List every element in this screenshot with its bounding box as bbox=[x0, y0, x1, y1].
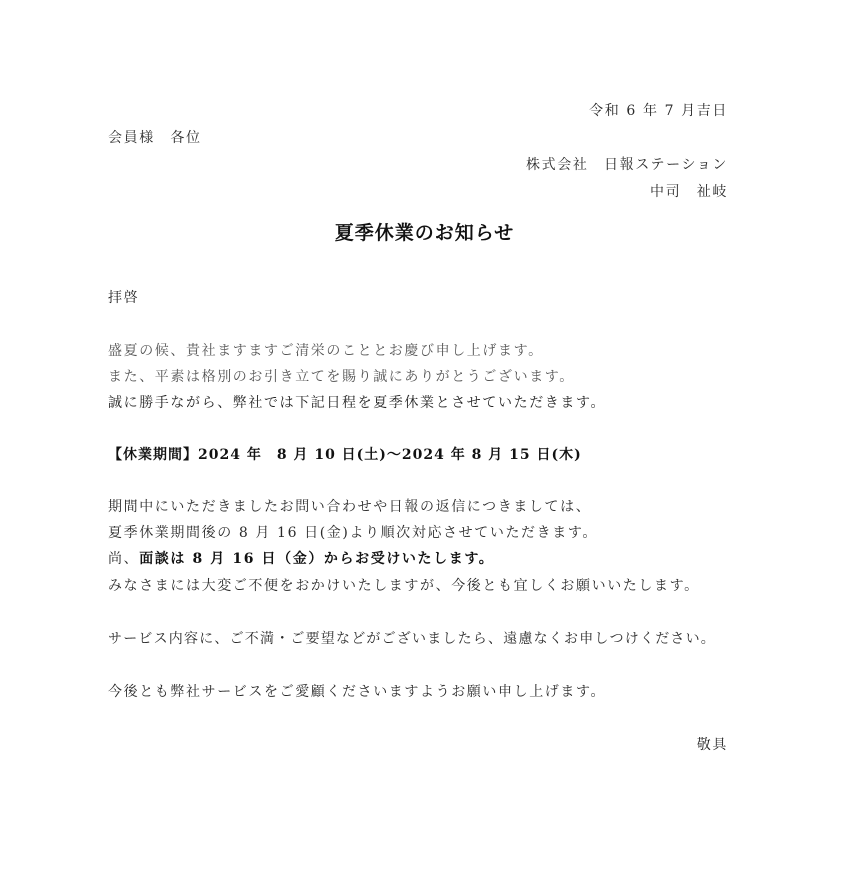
note-bold-text: 面談は 8 月 16 日（金）からお受けいたします。 bbox=[139, 551, 495, 567]
body-line: サービス内容に、ご不満・ご要望などがございましたら、遠慮なくお申しつけください。 bbox=[108, 631, 716, 647]
closing-word: 敬具 bbox=[696, 737, 728, 753]
recipient-line: 会員様 各位 bbox=[108, 130, 202, 146]
body-line: 期間中にいただきましたお問い合わせや日報の返信につきましては、 bbox=[108, 499, 592, 515]
body-line: 夏季休業期間後の 8 月 16 日(金)より順次対応させていただきます。 bbox=[108, 525, 598, 541]
salutation: 拝啓 bbox=[108, 290, 140, 306]
sender-person: 中司 祉岐 bbox=[650, 184, 728, 200]
closure-period: 【休業期間】2024 年 8 月 10 日(土)～2024 年 8 月 15 日(木) bbox=[108, 447, 582, 463]
body-line: また、平素は格別のお引き立てを賜り誠にありがとうございます。 bbox=[108, 369, 575, 385]
document-date: 令和 6 年 7 月吉日 bbox=[589, 103, 728, 119]
body-line: 今後とも弊社サービスをご愛顧くださいますようお願い申し上げます。 bbox=[108, 684, 607, 700]
interview-note bbox=[108, 550, 494, 568]
body-line: みなさまには大変ご不便をおかけいたしますが、今後とも宜しくお願いいたします。 bbox=[108, 578, 700, 594]
body-line: 盛夏の候、貴社ますますご清栄のこととお慶び申し上げます。 bbox=[108, 343, 544, 359]
note-prefix: 尚、 bbox=[108, 551, 140, 567]
body-line: 誠に勝手ながら、弊社では下記日程を夏季休業とさせていただきます。 bbox=[108, 395, 607, 411]
document-title: 夏季休業のお知らせ bbox=[334, 222, 515, 244]
sender-company: 株式会社 日報ステーション bbox=[526, 157, 728, 173]
